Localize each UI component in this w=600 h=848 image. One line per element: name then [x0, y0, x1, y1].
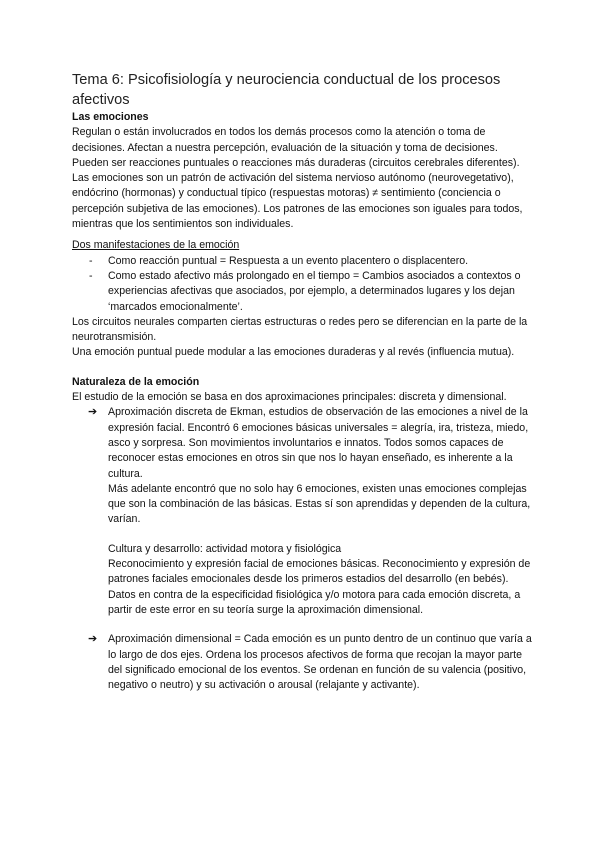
list-item-text: Como reacción puntual = Respuesta a un evento placentero o displacentero. — [108, 254, 469, 267]
paragraph-dimensional: Aproximación dimensional = Cada emoción es un punto dentro de un continuo que varía a lo largo de dos ejes. Ordena los procesos afectivos de forma que recojan la mayor parte del significado emocional de los eventos. Se ordenan en función de su valencia (positivo, negativo o neutro) y su activación o arousal (relajante y activante). — [108, 633, 532, 692]
subheading-cultura: Cultura y desarrollo: actividad motora y fisiológica — [108, 542, 342, 555]
paragraph-circuitos: Los circuitos neurales comparten ciertas estructuras o redes pero se diferencian en la parte de la neurotransmisión. — [72, 315, 528, 344]
arrow-right-icon: ➔ — [88, 406, 98, 419]
paragraph-naturaleza-intro: El estudio de la emoción se basa en dos aproximaciones principales: discreta y dimensional. — [72, 391, 507, 404]
document-page — [72, 70, 532, 693]
paragraph-discreta-3: Reconocimiento y expresión facial de emociones básicas. Reconocimiento y expresión de patrones faciales emocionales desde los primeros estadios del desarrollo (en bebés). Datos en contra de la especificidad fisiológica y/o motora para cada emoción discreta, a partir de este error en su teoría surge la aproximación dimensional. — [108, 558, 531, 616]
manifestaciones-list — [72, 254, 532, 315]
arrow-item-dimensional — [72, 632, 532, 693]
list-item-text: Como estado afectivo más prolongado en el tiempo = Cambios asociados a contextos o experiencias afectivas que asociados, por ejemplo, a determinados lugares y los dejan ‘marcados emocionalmente’. — [108, 269, 521, 313]
list-item — [72, 254, 532, 269]
list-item — [72, 269, 532, 315]
page-title: Tema 6: Psicofisiología y neurociencia conductual de los procesos afectivos — [72, 72, 501, 108]
arrow-right-icon: ➔ — [88, 633, 98, 646]
arrow-item-discreta — [72, 405, 532, 618]
paragraph-modulacion: Una emoción puntual puede modular a las emociones duraderas y al revés (influencia mutua). — [72, 346, 515, 359]
paragraph-emociones: Regulan o están involucrados en todos los demás procesos como la atención o toma de decisiones. Afectan a nuestra percepción, evaluación de la situación y toma de decisiones. Pueden ser reacciones puntuales o reacciones más duraderas (circuitos cerebrales diferentes). Las emociones son un patrón de activación del sistema nervioso autónomo (neurovegetativo), endócrino (hormonas) y conductual típico (respuestas motoras) ≠ sentimiento (conciencia o percepción subjetiva de las emociones). Los patrones de las emociones son iguales para todos, mientras que los sentimientos son individuales. — [72, 126, 523, 231]
paragraph-discreta-2: Más adelante encontró que no solo hay 6 emociones, existen unas emociones complejas que son la combinación de las básicas. Estas sí son aprendidas y dependen de la cultura, varían. — [108, 482, 531, 526]
section-heading-naturaleza: Naturaleza de la emoción — [72, 375, 200, 388]
paragraph-discreta-1: Aproximación discreta de Ekman, estudios de observación de las emociones a nivel de la expresión facial. Encontró 6 emociones básicas universales = alegría, ira, tristeza, miedo, asco y sorpresa. Son movimientos involuntarios e innatos. Todos somos capaces de reconocer estas emociones en otros sin que nos lo hayan enseñado, es inherente a la cultura. — [108, 406, 529, 480]
dash-marker: - — [89, 254, 93, 267]
section-heading-manifestaciones: Dos manifestaciones de la emoción — [72, 239, 240, 252]
dash-marker: - — [89, 269, 93, 282]
section-heading-emociones: Las emociones — [72, 111, 149, 123]
